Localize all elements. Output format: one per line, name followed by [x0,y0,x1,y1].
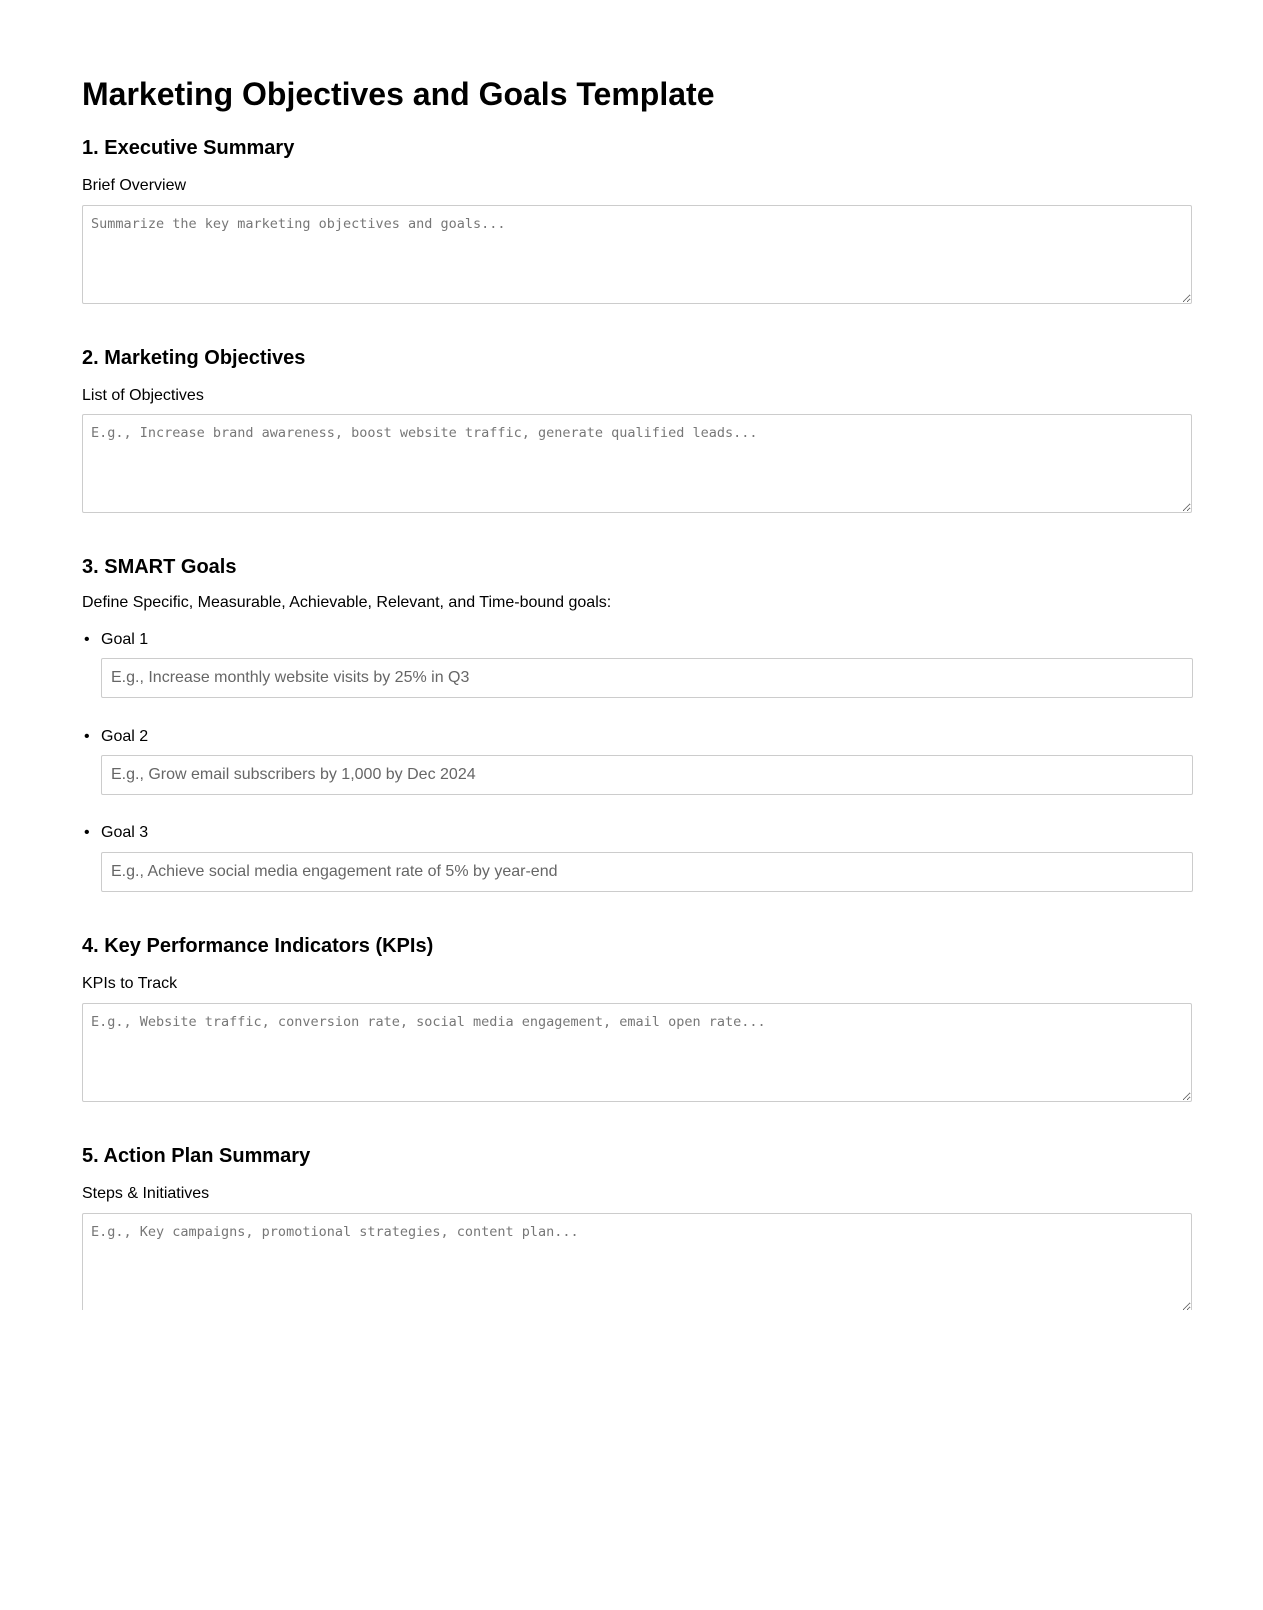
kpis-label: KPIs to Track [82,975,178,992]
goal-1-input[interactable] [101,658,1193,698]
objectives-label: List of Objectives [82,387,204,404]
bullet-icon: • [84,824,90,841]
section-heading-kpis: 4. Key Performance Indicators (KPIs) [82,935,434,957]
section-heading-smart-goals: 3. SMART Goals [82,556,237,578]
goal-2-label: Goal 2 [101,728,149,745]
bullet-icon: • [84,631,90,648]
goal-1-label: Goal 1 [101,631,149,648]
steps-initiatives-textarea[interactable] [82,1213,1192,1310]
goal-2-input[interactable] [101,755,1193,795]
section-heading-marketing-objectives: 2. Marketing Objectives [82,347,306,369]
bullet-icon: • [84,728,90,745]
section-heading-executive-summary: 1. Executive Summary [82,137,295,159]
goal-3-input[interactable] [101,852,1193,892]
brief-overview-textarea[interactable] [82,205,1192,304]
page-title: Marketing Objectives and Goals Template [82,76,715,112]
objectives-textarea[interactable] [82,414,1192,513]
brief-overview-label: Brief Overview [82,177,187,194]
section-heading-action-plan: 5. Action Plan Summary [82,1145,311,1167]
smart-goals-description: Define Specific, Measurable, Achievable, Relevant, and Time-bound goals: [82,594,612,611]
kpis-textarea[interactable] [82,1003,1192,1102]
goal-3-label: Goal 3 [101,824,149,841]
steps-initiatives-label: Steps & Initiatives [82,1185,210,1202]
